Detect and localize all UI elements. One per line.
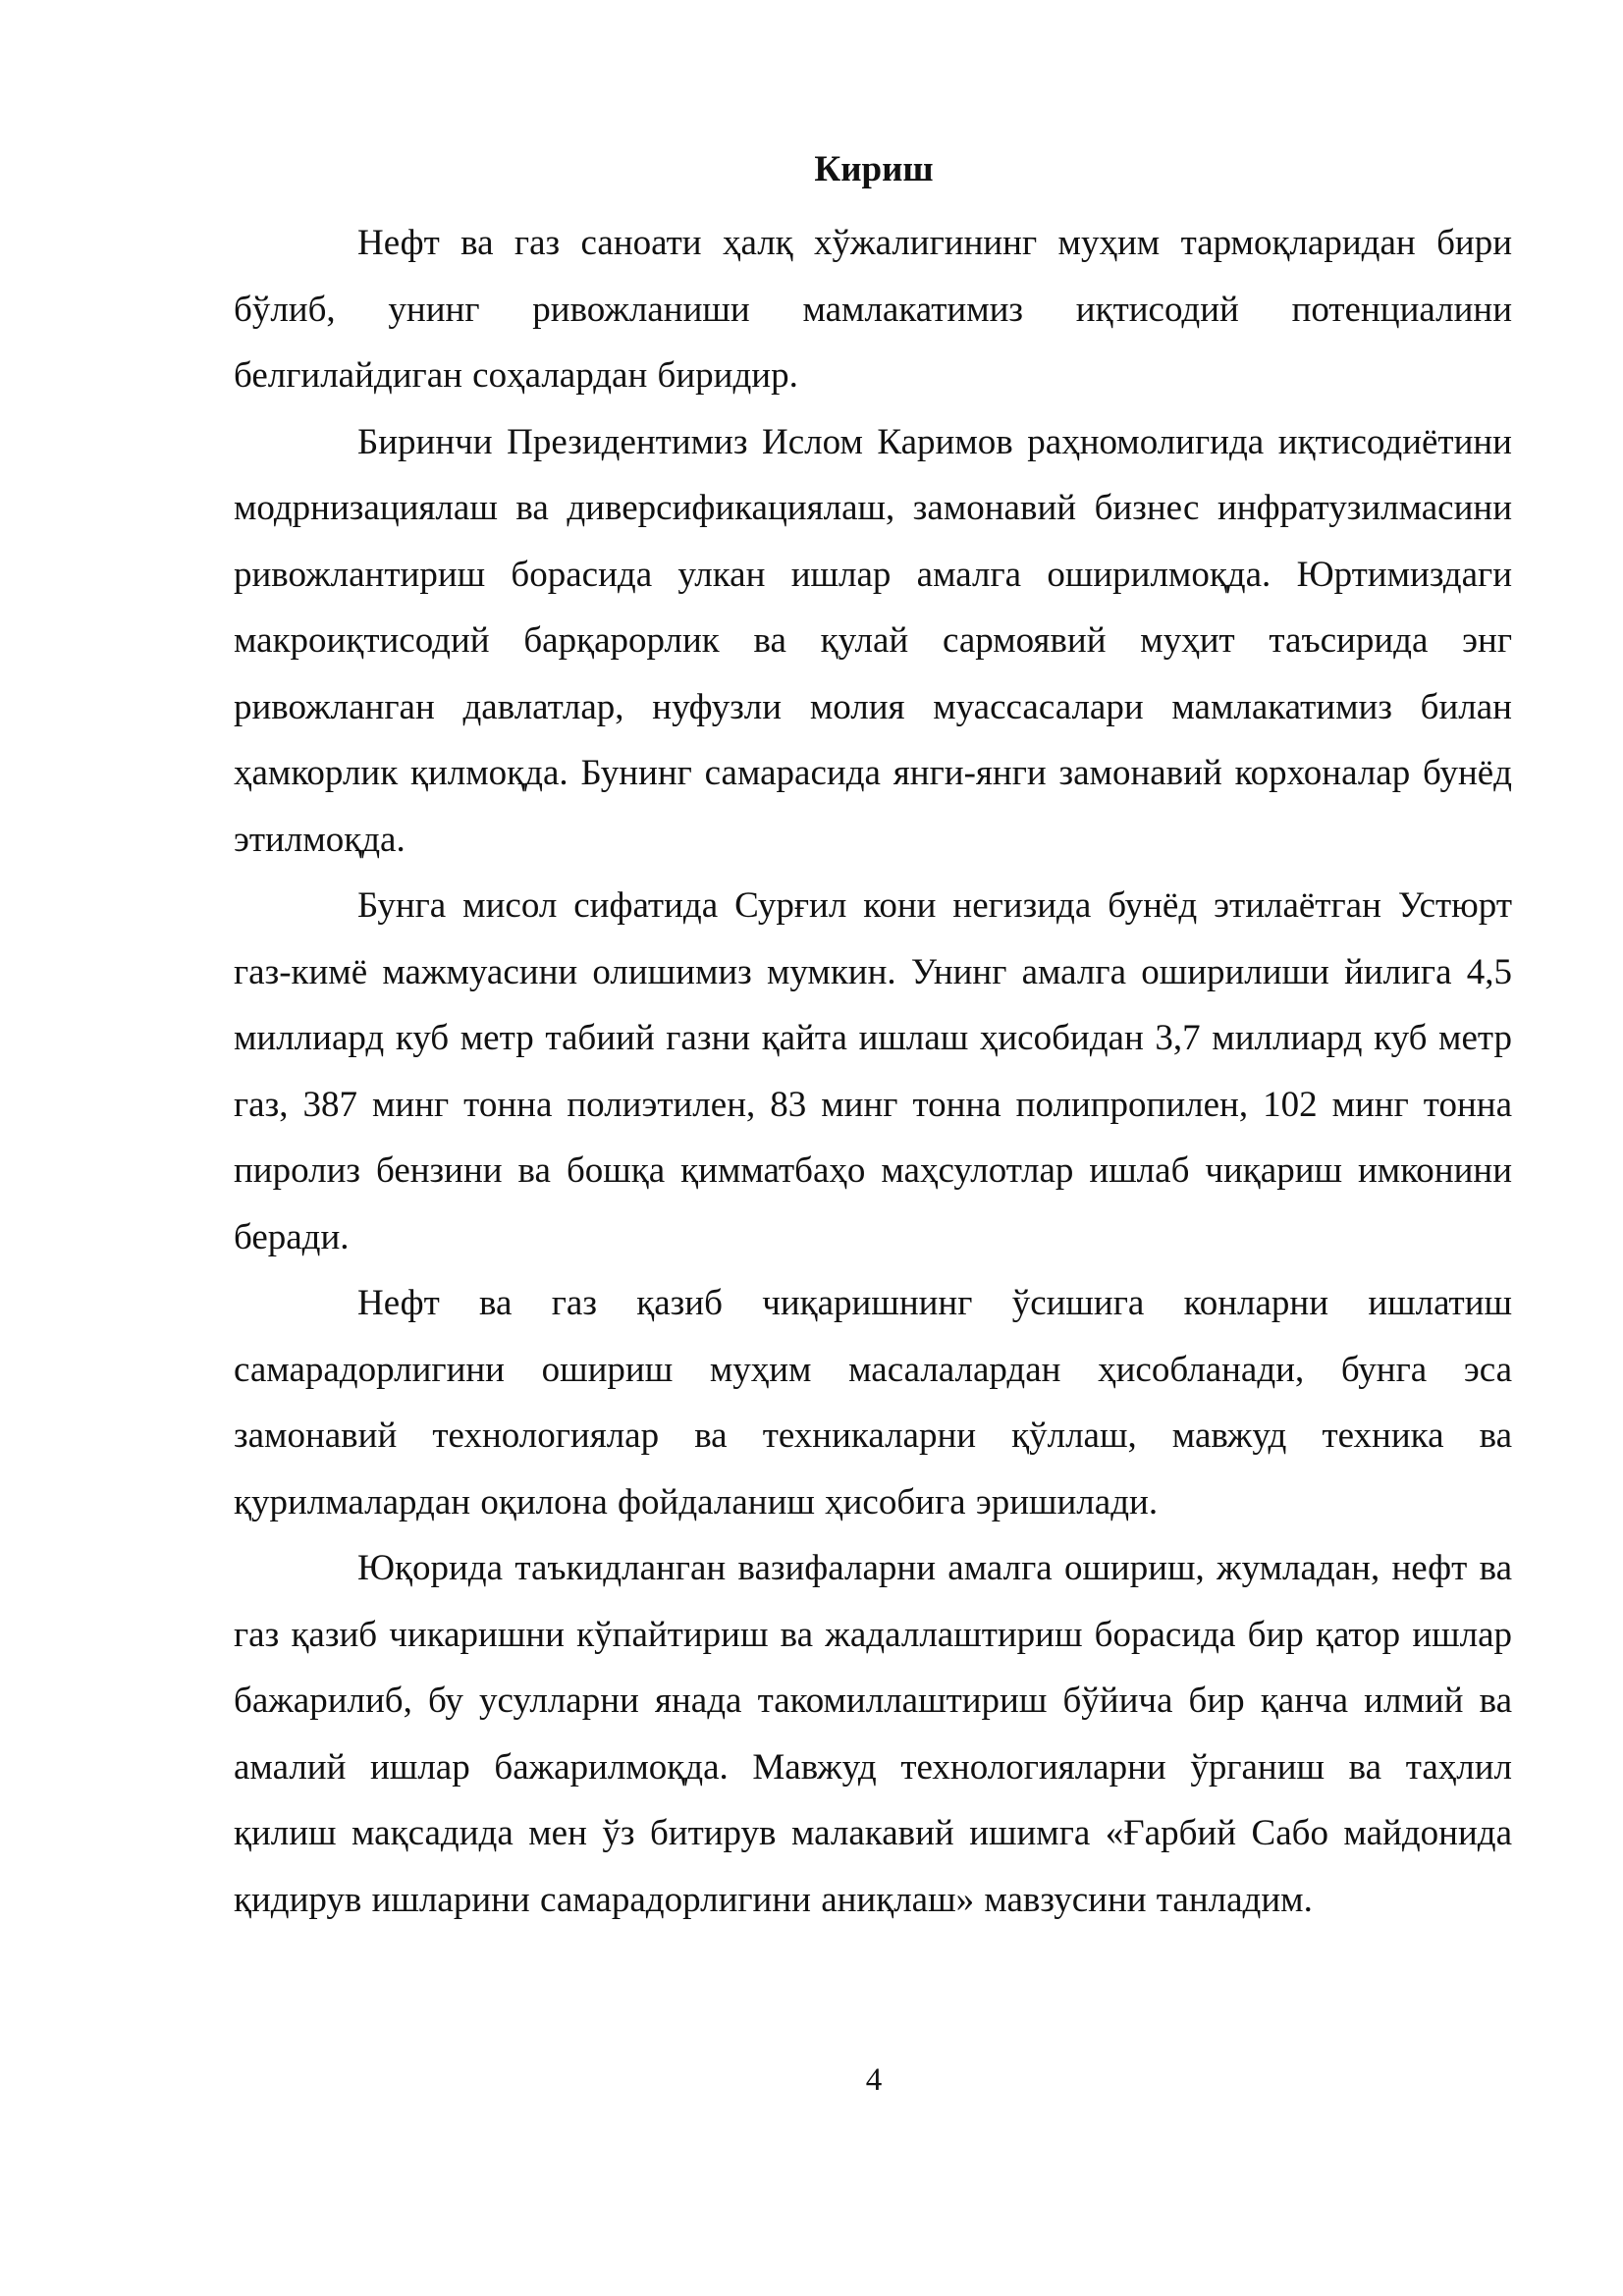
paragraph-5: Юқорида таъкидланган вазифаларни амалга ошириш, жумладан, нефт ва газ қазиб чикаришни кўпайтириш ва жадаллаштириш борасида бир қатор ишлар бажарилиб, бу усулларни янада такомиллаштириш бўйича бир қанча илмий ва амалий ишлар бажарилмоқда. Мавжуд технологияларни ўрганиш ва таҳлил қилиш мақсадида мен ўз битирув малакавий ишимга «Ғарбий Сабо майдонида қидирув ишларини самарадорлигини аниқлаш» мавзусини танладим. <box>234 1548 1512 1920</box>
section-title: Кириш <box>814 149 934 189</box>
paragraph-1: Нефт ва газ саноати ҳалқ хўжалигининг муҳим тармоқларидан бири бўлиб, унинг ривожланиши мамлакатимиз иқтисодий потенциалини белгилайдиган соҳалардан биридир. <box>234 223 1512 396</box>
body-text <box>234 210 1512 1933</box>
paragraph-2: Биринчи Президентимиз Ислом Каримов раҳномолигида иқтисодиётини модрнизациялаш ва диверсификациялаш, замонавий бизнес инфратузилмасини ривожлантириш борасида улкан ишлар амалга оширилмоқда. Юртимиздаги макроиқтисодий барқарорлик ва қулай сармоявий муҳит таъсирида энг ривожланган давлатлар, нуфузли молия муассасалари мамлакатимиз билан ҳамкорлик қилмоқда. Бунинг самарасида янги-янги замонавий корхоналар бунёд этилмоқда. <box>234 421 1512 860</box>
paragraph-3: Бунга мисол сифатида Сурғил кони негизида бунёд этилаётган Устюрт газ-кимё мажмуасини олишимиз мумкин. Унинг амалга оширилиши йилига 4,5 миллиард куб метр табиий газни қайта ишлаш ҳисобидан 3,7 миллиард куб метр газ, 387 минг тонна полиэтилен, 83 минг тонна полипропилен, 102 минг тонна пиролиз бензини ва бошқа қимматбаҳо маҳсулотлар ишлаб чиқариш имконини беради. <box>234 885 1512 1257</box>
page-number: 4 <box>865 2062 883 2098</box>
paragraph-4: Нефт ва газ қазиб чиқаришнинг ўсишига конларни ишлатиш самарадорлигини ошириш муҳим масалалардан ҳисобланади, бунга эса замонавий технологиялар ва техникаларни қўллаш, мавжуд техника ва қурилмалардан оқилона фойдаланиш ҳисобига эришилади. <box>234 1283 1512 1522</box>
